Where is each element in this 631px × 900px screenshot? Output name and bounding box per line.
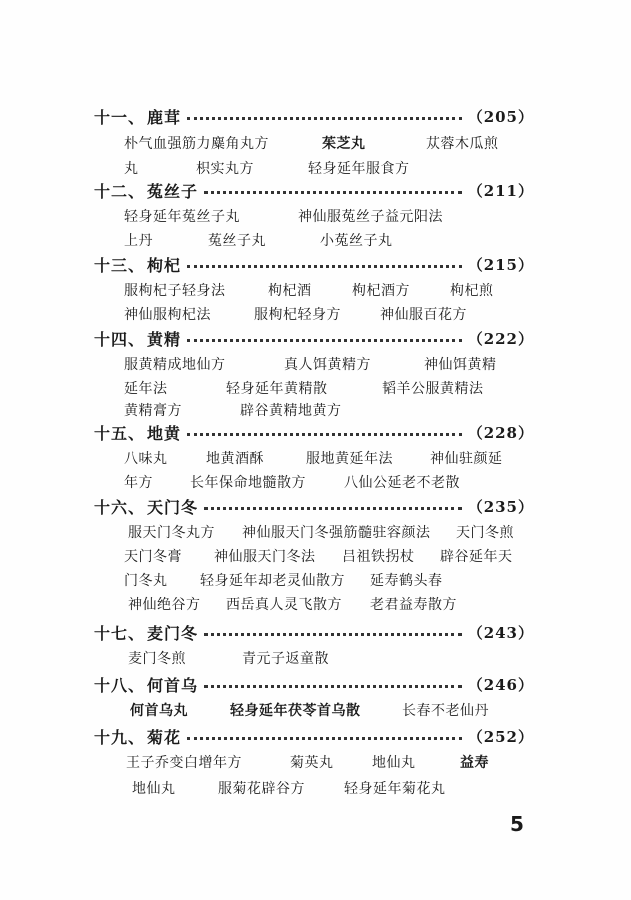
toc-heading-15[interactable] — [94, 420, 534, 444]
toc-subitem[interactable]: 延年法 — [124, 381, 168, 397]
toc-heading-19[interactable] — [94, 724, 534, 748]
heading-title: 鹿茸 — [147, 107, 182, 127]
toc-subitem[interactable]: 轻身延年黄精散 — [226, 381, 328, 397]
heading-title: 枸杞 — [147, 255, 182, 275]
toc-subitem[interactable]: 真人饵黄精方 — [284, 357, 371, 373]
toc-subitem[interactable]: 轻身延年服食方 — [308, 161, 410, 177]
toc-subitem[interactable]: 枸杞酒 — [268, 283, 312, 299]
heading-title: 天门冬 — [147, 497, 199, 517]
heading-number: 十三、 — [94, 255, 146, 275]
toc-subitem[interactable]: 辟谷延年天 — [440, 549, 513, 565]
heading-title: 麦门冬 — [147, 623, 199, 643]
heading-number: 十六、 — [94, 497, 146, 517]
toc-heading-18[interactable] — [94, 672, 534, 696]
toc-subitem[interactable]: 丸 — [124, 161, 139, 177]
toc-subitem[interactable]: 老君益寿散方 — [370, 597, 457, 613]
toc-subitem[interactable]: 天门冬膏 — [124, 549, 182, 565]
toc-subitem[interactable]: 服枸杞子轻身法 — [124, 283, 226, 299]
toc-heading-16[interactable] — [94, 494, 534, 518]
leader-dots — [187, 433, 462, 436]
leader-dots — [187, 339, 462, 342]
heading-page-ref: （228） — [467, 423, 534, 442]
toc-subitem[interactable]: 益寿 — [460, 755, 489, 771]
toc-heading-17[interactable] — [94, 620, 534, 644]
heading-page-ref: （246） — [467, 675, 534, 694]
leader-dots — [204, 633, 462, 636]
heading-title: 地黄 — [147, 423, 182, 443]
toc-subitem[interactable]: 苁蓉木瓜煎 — [426, 136, 499, 152]
toc-subitem[interactable]: 服菊花辟谷方 — [218, 781, 305, 797]
toc-subitem[interactable]: 服枸杞轻身方 — [254, 307, 341, 323]
toc-subitem[interactable]: 韬羊公服黄精法 — [382, 381, 484, 397]
toc-subitem[interactable]: 麦门冬煎 — [128, 651, 186, 667]
toc-subitem[interactable]: 长年保命地髓散方 — [190, 475, 306, 491]
heading-number: 十七、 — [94, 623, 146, 643]
toc-subitem[interactable]: 神仙服菟丝子益元阳法 — [298, 209, 443, 225]
heading-number: 十一、 — [94, 107, 146, 127]
toc-subitem[interactable]: 神仙服天门冬强筋髓驻容颜法 — [242, 525, 431, 541]
heading-title: 黄精 — [147, 329, 182, 349]
heading-page-ref: （205） — [467, 107, 534, 126]
page-number: 5 — [510, 812, 524, 836]
toc-subitem[interactable]: 八味丸 — [124, 451, 168, 467]
heading-page-ref: （222） — [467, 329, 534, 348]
toc-subitem[interactable]: 神仙绝谷方 — [128, 597, 201, 613]
toc-subitem[interactable]: 服地黄延年法 — [306, 451, 393, 467]
toc-subitem[interactable]: 吕祖铁拐杖 — [342, 549, 415, 565]
toc-subitem[interactable]: 长春不老仙丹 — [402, 703, 489, 719]
toc-heading-11[interactable] — [94, 104, 534, 128]
toc-subitem[interactable]: 神仙服百花方 — [380, 307, 467, 323]
toc-heading-14[interactable] — [94, 326, 534, 350]
toc-subitem[interactable]: 西岳真人灵飞散方 — [226, 597, 342, 613]
toc-subitem[interactable]: 门冬丸 — [124, 573, 168, 589]
toc-subitem[interactable]: 轻身延年却老灵仙散方 — [200, 573, 345, 589]
toc-subitem[interactable]: 服黄精成地仙方 — [124, 357, 226, 373]
toc-subitem[interactable]: 轻身延年菊花丸 — [344, 781, 446, 797]
toc-subitem[interactable]: 枸杞煎 — [450, 283, 494, 299]
toc-subitem[interactable]: 神仙服枸杞法 — [124, 307, 211, 323]
toc-subitem[interactable]: 天门冬煎 — [456, 525, 514, 541]
toc-subitem[interactable]: 黄精膏方 — [124, 403, 182, 419]
heading-number: 十四、 — [94, 329, 146, 349]
leader-dots — [204, 507, 462, 510]
leader-dots — [187, 737, 462, 740]
heading-title: 何首乌 — [147, 675, 199, 695]
leader-dots — [204, 191, 462, 194]
toc-heading-13[interactable] — [94, 252, 534, 276]
toc-subitem[interactable]: 轻身延年菟丝子丸 — [124, 209, 240, 225]
toc-subitem[interactable]: 菟丝子丸 — [208, 233, 266, 249]
toc-subitem[interactable]: 何首乌丸 — [130, 703, 188, 719]
heading-page-ref: （211） — [467, 181, 534, 200]
toc-subitem[interactable]: 茱芝丸 — [322, 136, 366, 152]
toc-subitem[interactable]: 朴气血强筋力麋角丸方 — [124, 136, 269, 152]
toc-subitem[interactable]: 神仙服天门冬法 — [214, 549, 316, 565]
heading-page-ref: （215） — [467, 255, 534, 274]
toc-subitem[interactable]: 神仙饵黄精 — [424, 357, 497, 373]
toc-subitem[interactable]: 枸杞酒方 — [352, 283, 410, 299]
toc-subitem[interactable]: 服天门冬丸方 — [128, 525, 215, 541]
toc-subitem[interactable]: 神仙驻颜延 — [430, 451, 503, 467]
heading-number: 十八、 — [94, 675, 146, 695]
toc-subitem[interactable]: 地黄酒酥 — [206, 451, 264, 467]
leader-dots — [204, 685, 462, 688]
toc-subitem[interactable]: 王子乔变白增年方 — [126, 755, 242, 771]
leader-dots — [187, 265, 462, 268]
toc-heading-12[interactable] — [94, 178, 534, 202]
heading-page-ref: （252） — [467, 727, 534, 746]
toc-subitem[interactable]: 辟谷黄精地黄方 — [240, 403, 342, 419]
toc-subitem[interactable]: 上丹 — [124, 233, 153, 249]
heading-page-ref: （235） — [467, 497, 534, 516]
heading-number: 十九、 — [94, 727, 146, 747]
heading-page-ref: （243） — [467, 623, 534, 642]
toc-subitem[interactable]: 轻身延年茯苓首乌散 — [230, 703, 361, 719]
toc-subitem[interactable]: 年方 — [124, 475, 153, 491]
toc-subitem[interactable]: 延寿鹤头春 — [370, 573, 443, 589]
heading-title: 菊花 — [147, 727, 182, 747]
heading-title: 菟丝子 — [147, 181, 199, 201]
toc-subitem[interactable]: 小菟丝子丸 — [320, 233, 393, 249]
toc-subitem[interactable]: 地仙丸 — [132, 781, 176, 797]
heading-number: 十五、 — [94, 423, 146, 443]
heading-number: 十二、 — [94, 181, 146, 201]
toc-subitem[interactable]: 八仙公延老不老散 — [344, 475, 460, 491]
toc-subitem[interactable]: 青元子返童散 — [242, 651, 329, 667]
toc-subitem[interactable]: 枳实丸方 — [196, 161, 254, 177]
toc-subitem[interactable]: 菊英丸 — [290, 755, 334, 771]
leader-dots — [187, 117, 462, 120]
toc-subitem[interactable]: 地仙丸 — [372, 755, 416, 771]
